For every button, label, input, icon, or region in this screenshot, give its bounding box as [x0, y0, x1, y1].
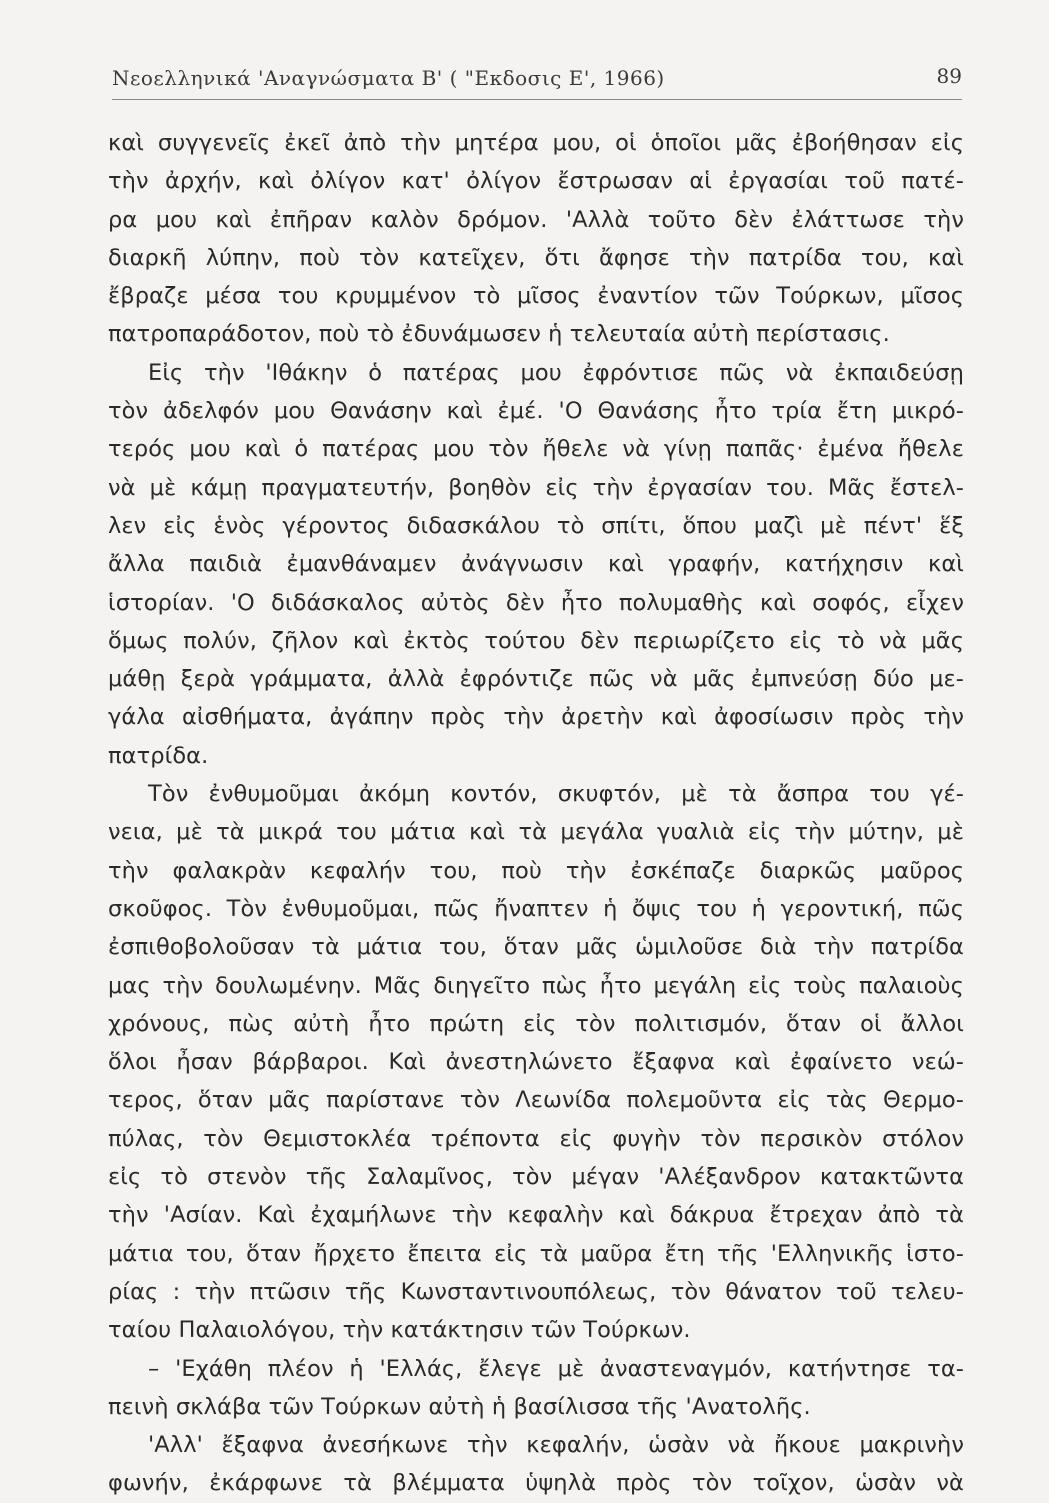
body-text — [108, 124, 964, 1503]
text-line: χρόνους, πὼς αὐτὴ ἦτο πρώτη εἰς τὸν πολιτισμόν, ὅταν οἱ ἄλλοι — [108, 1010, 964, 1037]
text-line: τερός μου καὶ ὁ πατέρας μου τὸν ἤθελε νὰ γίνῃ παπᾶς· ἐμένα ἤθελε — [108, 436, 964, 463]
text-line: ἐσπιθοβολοῦσαν τὰ μάτια του, ὅταν μᾶς ὡμιλοῦσε διὰ τὴν πατρίδα — [108, 934, 964, 961]
text-line: Τὸν ἐνθυμοῦμαι ἀκόμη κοντόν, σκυφτόν, μὲ τὰ ἄσπρα του γέ- — [148, 781, 964, 808]
running-header — [112, 62, 962, 96]
text-line: ὅλοι ἦσαν βάρβαροι. Καὶ ἀνεστηλώνετο ἔξαφνα καὶ ἐφαίνετο νεώ- — [108, 1049, 964, 1076]
text-line: εἰς τὸ στενὸν τῆς Σαλαμῖνος, τὸν μέγαν 'Αλέξανδρον κατακτῶντα — [108, 1164, 964, 1191]
text-line: γάλα αἰσθήματα, ἀγάπην πρὸς τὴν ἀρετὴν καὶ ἀφοσίωσιν πρὸς τὴν — [108, 704, 964, 731]
text-line: 'Αλλ' ἔξαφνα ἀνεσήκωνε τὴν κεφαλήν, ὡσὰν νὰ ἤκουε μακρινὴν — [148, 1432, 964, 1459]
header-title: Νεοελληνικά 'Αναγνώσματα Β' ( "Εκδοσις Ε', 1966) — [112, 66, 665, 90]
text-line: πεινὴ σκλάβα τῶν Τούρκων αὐτὴ ἡ βασίλισσα τῆς 'Ανατολῆς. — [108, 1393, 811, 1420]
text-line: Εἰς τὴν 'Ιθάκην ὁ πατέρας μου ἐφρόντισε πῶς νὰ ἐκπαιδεύσῃ — [148, 359, 964, 386]
text-line: πατρίδα. — [108, 742, 209, 769]
text-line: – 'Εχάθη πλέον ἡ 'Ελλάς, ἔλεγε μὲ ἀναστεναγμόν, κατήντησε τα- — [148, 1355, 964, 1382]
text-line: ταίου Παλαιολόγου, τὴν κατάκτησιν τῶν Τούρκων. — [108, 1317, 691, 1344]
text-line: καὶ συγγενεῖς ἐκεῖ ἀπὸ τὴν μητέρα μου, οἱ ὁποῖοι μᾶς ἐβοήθησαν εἰς — [108, 130, 964, 156]
text-line: λεν εἰς ἑνὸς γέροντος διδασκάλου τὸ σπίτι, ὅπου μαζὶ μὲ πέντ' ἕξ — [108, 512, 964, 539]
text-line: ρίας : τὴν πτῶσιν τῆς Κωνσταντινουπόλεως, τὸν θάνατον τοῦ τελευ- — [108, 1278, 964, 1305]
text-line: τὴν φαλακρὰν κεφαλήν του, ποὺ τὴν ἐσκέπαζε διαρκῶς μαῦρος — [108, 857, 964, 884]
text-line: ἱστορίαν. 'Ο διδάσκαλος αὐτὸς δὲν ἦτο πολυμαθὴς καὶ σοφός, εἶχεν — [108, 589, 964, 616]
text-line: μας τὴν δουλωμένην. Μᾶς διηγεῖτο πὼς ἦτο μεγάλη εἰς τοὺς παλαιοὺς — [108, 972, 964, 999]
text-line: τὴν ἀρχήν, καὶ ὀλίγον κατ' ὀλίγον ἔστρωσαν αἱ ἐργασίαι τοῦ πατέ- — [108, 168, 964, 195]
text-line: ἄλλα παιδιὰ ἐμανθάναμεν ἀνάγνωσιν καὶ γραφήν, κατήχησιν καὶ — [108, 551, 964, 578]
text-line: διαρκῆ λύπην, ποὺ τὸν κατεῖχεν, ὅτι ἄφησε τὴν πατρίδα του, καὶ — [108, 244, 964, 271]
page-number: 89 — [936, 64, 962, 88]
text-line: τὴν 'Ασίαν. Καὶ ἐχαμήλωνε τὴν κεφαλὴν καὶ δάκρυα ἔτρεχαν ἀπὸ τὰ — [108, 1202, 964, 1229]
text-line: πατροπαράδοτον, ποὺ τὸ ἐδυνάμωσεν ἡ τελευταία αὐτὴ περίστασις. — [108, 321, 890, 348]
text-line: τερος, ὅταν μᾶς παρίστανε τὸν Λεωνίδα πολεμοῦντα εἰς τὰς Θερμο- — [108, 1087, 964, 1114]
text-line: φωνήν, ἐκάρφωνε τὰ βλέμματα ὑψηλὰ πρὸς τὸν τοῖχον, ὡσὰν νὰ — [108, 1470, 964, 1497]
text-line: μάτια του, ὅταν ἤρχετο ἔπειτα εἰς τὰ μαῦρα ἔτη τῆς 'Ελληνικῆς ἱστο- — [108, 1240, 964, 1267]
text-line: πύλας, τὸν Θεμιστοκλέα τρέποντα εἰς φυγὴν τὸν περσικὸν στόλον — [108, 1125, 964, 1152]
header-rule — [112, 99, 962, 100]
text-line: σκοῦφος. Τὸν ἐνθυμοῦμαι, πῶς ἤναπτεν ἡ ὄψις του ἡ γεροντική, πῶς — [108, 895, 964, 922]
text-line: νεια, μὲ τὰ μικρά του μάτια καὶ τὰ μεγάλα γυαλιὰ εἰς τὴν μύτην, μὲ — [108, 819, 964, 846]
text-line: ἔβραζε μέσα του κρυμμένον τὸ μῖσος ἐναντίον τῶν Τούρκων, μῖσος — [108, 283, 964, 310]
text-line: ὅμως πολύν, ζῆλον καὶ ἐκτὸς τούτου δὲν περιωρίζετο εἰς τὸ νὰ μᾶς — [108, 627, 964, 654]
text-line: ρα μου καὶ ἐπῆραν καλὸν δρόμον. 'Αλλὰ τοῦτο δὲν ἐλάττωσε τὴν — [108, 206, 964, 233]
text-line: νὰ μὲ κάμῃ πραγματευτήν, βοηθὸν εἰς τὴν ἐργασίαν του. Μᾶς ἔστελ- — [108, 474, 964, 501]
text-line: μάθῃ ξερὰ γράμματα, ἀλλὰ ἐφρόντιζε πῶς νὰ μᾶς ἐμπνεύσῃ δύο με- — [108, 666, 964, 693]
text-line: τὸν ἀδελφόν μου Θανάσην καὶ ἐμέ. 'Ο Θανάσης ἦτο τρία ἔτη μικρό- — [108, 398, 964, 425]
